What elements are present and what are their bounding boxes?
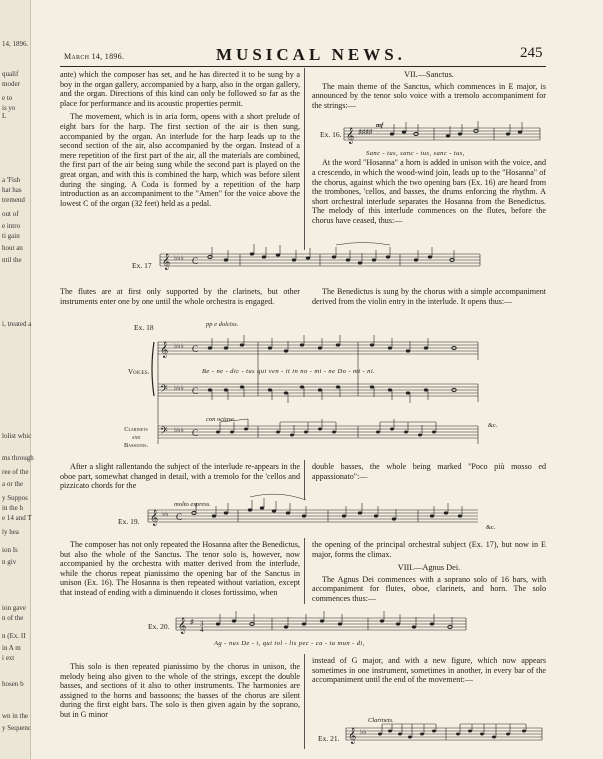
gutter-fragment: ion Is: [2, 546, 18, 554]
facing-page-gutter: [0, 0, 34, 759]
column-divider: [304, 460, 305, 500]
svg-text:𝄢: 𝄢: [160, 383, 168, 397]
svg-text:𝄞: 𝄞: [150, 511, 159, 526]
instrument-conjunction: and: [131, 434, 141, 441]
paragraph: ante) which the composer has set, and he has directed it to be sung by a boy in the organ gallery, accompanied by a harp, also in the organ gallery, and the organ. Directions of this kind can only be followed so far as the place for performance and its acoustic properties permit.: [60, 70, 300, 108]
gutter-fragment: out of: [2, 210, 19, 218]
dynamic-marking: pp e dolciss.: [206, 321, 239, 328]
con-octave-marking: con octave.: [206, 416, 236, 423]
svg-text:𝄞: 𝄞: [162, 255, 171, 270]
paragraph: The Benedictus is sung by the chorus with a simple accompaniment derived from the violin entry in the interlude. It opens thus:—: [312, 287, 546, 306]
gutter-fragment: ree of the: [2, 468, 29, 476]
right-column-text-2: [312, 287, 546, 310]
svg-text:𝄢: 𝄢: [160, 425, 168, 439]
gutter-fragment: ion gave: [2, 604, 26, 612]
example-label: Ex. 20.: [148, 622, 170, 631]
paragraph: The Agnus Dei commences with a soprano solo of 16 bars, with accompaniment for flutes, oboe, clarinets, and horn. The solo commences thus:—: [312, 574, 546, 603]
example-label: Ex. 21.: [318, 734, 340, 743]
gutter-fragment: tremend: [2, 196, 25, 204]
gutter-fragment: a or the: [2, 480, 23, 488]
instrument-marking: Clarinets.: [368, 717, 394, 724]
gutter-fragment: in the h: [2, 504, 23, 512]
svg-text:♭♭: ♭♭: [360, 728, 367, 736]
paragraph: instead of G major, and with a new figure, which now appears sometimes in one instrument, sometimes in another, in every bar of the accompaniment until the end of the movement:—: [312, 656, 546, 685]
gutter-fragment: wn in the: [2, 712, 29, 720]
paragraph: After a slight rallentando the subject of the interlude re-appears in the oboe part, somewhat changed in detail, with a tremolo for the 'cellos and pizzicato chords for the: [60, 462, 300, 491]
svg-text:♭♭: ♭♭: [162, 510, 169, 518]
column-divider: [304, 68, 305, 250]
left-column-text-2: [60, 287, 300, 310]
gutter-fragment: y Suppos: [2, 494, 28, 502]
expression-marking: molto espress.: [174, 501, 211, 508]
dynamic-marking: mf: [376, 122, 384, 129]
svg-text:𝄞: 𝄞: [346, 129, 355, 144]
right-column-text-3: [312, 462, 546, 485]
svg-text:𝄞: 𝄞: [178, 619, 187, 634]
instrument-name: Clarinets: [124, 426, 148, 433]
svg-text:C: C: [192, 256, 199, 266]
ex16-lyrics: Sanc - tus, sanc - tus, sanc - tus,: [366, 150, 465, 157]
gutter-fragment: is yo: [2, 104, 16, 112]
paragraph: double basses, the whole being marked "Poco più mosso ed appassionato":—: [312, 462, 546, 481]
svg-text:♭♭♭: ♭♭♭: [174, 254, 184, 262]
gutter-fragment: L: [2, 112, 7, 120]
section-heading-sanctus: VII.—Sanctus.: [404, 70, 454, 79]
section-heading-agnus-dei: VIII.—Agnus Dei.: [397, 563, 461, 573]
svg-text:𝄞: 𝄞: [348, 729, 357, 744]
paragraph: The composer has not only repeated the Hosanna after the Benedictus, but also the whole of the Sanctus. The tenor solo is, however, now accompanied by the orchestra with matter derived from the interlude, while the chorus repeat pianissimo the opening bar of the Sanctus in unison (Ex. 16). The Hosanna is then repeated without variation, except that instead of ending with a diminuendo it closes fortissimo, when: [60, 540, 300, 597]
svg-text:C: C: [192, 386, 199, 396]
svg-text:𝄞: 𝄞: [160, 343, 169, 358]
example-label: Ex. 18: [134, 323, 154, 332]
masthead-title: MUSICAL NEWS.: [216, 45, 406, 64]
column-divider: [304, 538, 305, 604]
svg-text:♭♭♭: ♭♭♭: [174, 342, 184, 350]
ex18-score: [158, 334, 478, 454]
gutter-fragment: ly hea: [2, 528, 19, 536]
left-column-text-3: [60, 462, 300, 495]
example-label: Ex. 19.: [118, 517, 140, 526]
ex20-staff: [176, 610, 466, 638]
right-column-text-5: [312, 656, 546, 689]
etc-marking: &c.: [486, 524, 496, 531]
gutter-fragment: i, treated a: [2, 320, 32, 328]
svg-text:♭♭♭: ♭♭♭: [174, 426, 184, 434]
gutter-fragment: in A m: [2, 644, 21, 652]
page-number: 245: [520, 45, 543, 61]
ex20-lyrics: Ag - nus De - i, qui tol - lis pec - ca - ta mun - di,: [214, 640, 365, 647]
gutter-fragment: hosen b: [2, 680, 24, 688]
paragraph: The flutes are at first only supported by the clarinets, but other instruments enter one by one until the whole orchestra is engaged.: [60, 287, 300, 306]
instrument-label: [118, 426, 154, 450]
etc-marking: &c.: [488, 422, 498, 429]
column-divider: [304, 654, 305, 749]
ex18-lyrics: Be - ne - dic - tus qui ven - it in no - mi - ne Do - mi - ni.: [202, 368, 376, 375]
issue-date: March 14, 1896.: [64, 52, 125, 61]
gutter-fragment: 14, 1896.: [2, 40, 29, 48]
gutter-fragment: qualif: [2, 70, 19, 78]
ex19-staff: [148, 502, 478, 532]
svg-text:♯♯♯♯: ♯♯♯♯: [358, 128, 372, 136]
paragraph: This solo is then repeated pianissimo by the chorus in unison, the melody being also given to the whole of the strings, except the double basses, and sections of it also to other instruments. The harmonies are assigned to the horns and bassoons; the basses of the chorus are silent during the first eight bars. The solo is then given again by the soprano, but in G minor: [60, 662, 300, 719]
gutter-fragment: i ext: [2, 654, 15, 662]
paragraph: the opening of the principal orchestral subject (Ex. 17), but now in E major, forms the climax.: [312, 540, 546, 559]
ex17-staff: [160, 246, 480, 274]
gutter-fragment: n (Ex. II: [2, 632, 26, 640]
gutter-fragment: a 'Fish: [2, 176, 21, 184]
svg-text:4: 4: [200, 626, 204, 634]
gutter-fragment: ti gain: [2, 232, 20, 240]
left-column-text-5: [60, 662, 300, 724]
paragraph: At the word "Hosanna" a horn is added in unison with the voice, and a crescendo, in which the wood-wind join, leads up to the "Hosanna" of the chorus, against which the two opening bars (Ex. 16) are heard from the trombones, 'cellos, and basses, the drums enforcing the rhythm. A short orchestral interlude separates the Hosanna from the Benedictus. The melody of this interlude commences on the flutes, before the chorus have ceased, thus:—: [312, 158, 546, 225]
header-rule: [60, 66, 546, 67]
gutter-fragment: n giv: [2, 558, 17, 566]
left-column-text-4: [60, 540, 300, 602]
svg-text:C: C: [192, 428, 199, 438]
gutter-fragment: hat has: [2, 186, 22, 194]
svg-text:C: C: [176, 512, 183, 522]
svg-text:♯: ♯: [190, 618, 194, 626]
gutter-fragment: y Sequenc: [2, 724, 31, 732]
gutter-fragment: e 14 and T: [2, 514, 32, 522]
gutter-fragment: ms through: [2, 454, 34, 462]
right-column-text-4: [312, 540, 546, 608]
ex21-staff: [346, 720, 542, 748]
gutter-fragment: ntil the: [2, 256, 22, 264]
ex16-staff: [344, 122, 540, 152]
svg-text:♭♭♭: ♭♭♭: [174, 384, 184, 392]
voices-label: Voices.: [128, 368, 150, 376]
gutter-fragment: e to: [2, 94, 13, 102]
example-label: Ex. 16.: [320, 130, 342, 139]
instrument-name: Bassoons.: [123, 442, 149, 449]
svg-text:3: 3: [200, 620, 204, 628]
gutter-fragment: e intro: [2, 222, 21, 230]
left-column-text-1: [60, 70, 300, 212]
gutter-fragment: moder: [2, 80, 20, 88]
gutter-fragment: lolist whic: [2, 432, 32, 440]
paragraph: The movement, which is in aria form, opens with a short prelude of eight bars for the harp. The first section of the air is then sung, accompanied by the organ. An interlude for the harp leads up to the second section of the air, also accompanied by the organ. Instead of a mere repetition of the first part of the air, all the materials are combined, the first part of the air being sung while the second part is played on the great organ, and with this is combined the harp, which was before silent during the singing. A Coda is formed by a repetition of the harp introduction as an accompaniment to the "Amen" for the voice above the lowest C of the organ (32 feet) held as a pedal.: [60, 112, 300, 208]
svg-text:C: C: [192, 344, 199, 354]
gutter-fragment: hout an: [2, 244, 23, 252]
example-label: Ex. 17: [132, 261, 152, 270]
gutter-fragment: n of the: [2, 614, 24, 622]
paragraph: The main theme of the Sanctus, which commences in E major, is announced by the tenor solo voice with a tremolo accompaniment for the strings:—: [312, 81, 546, 110]
